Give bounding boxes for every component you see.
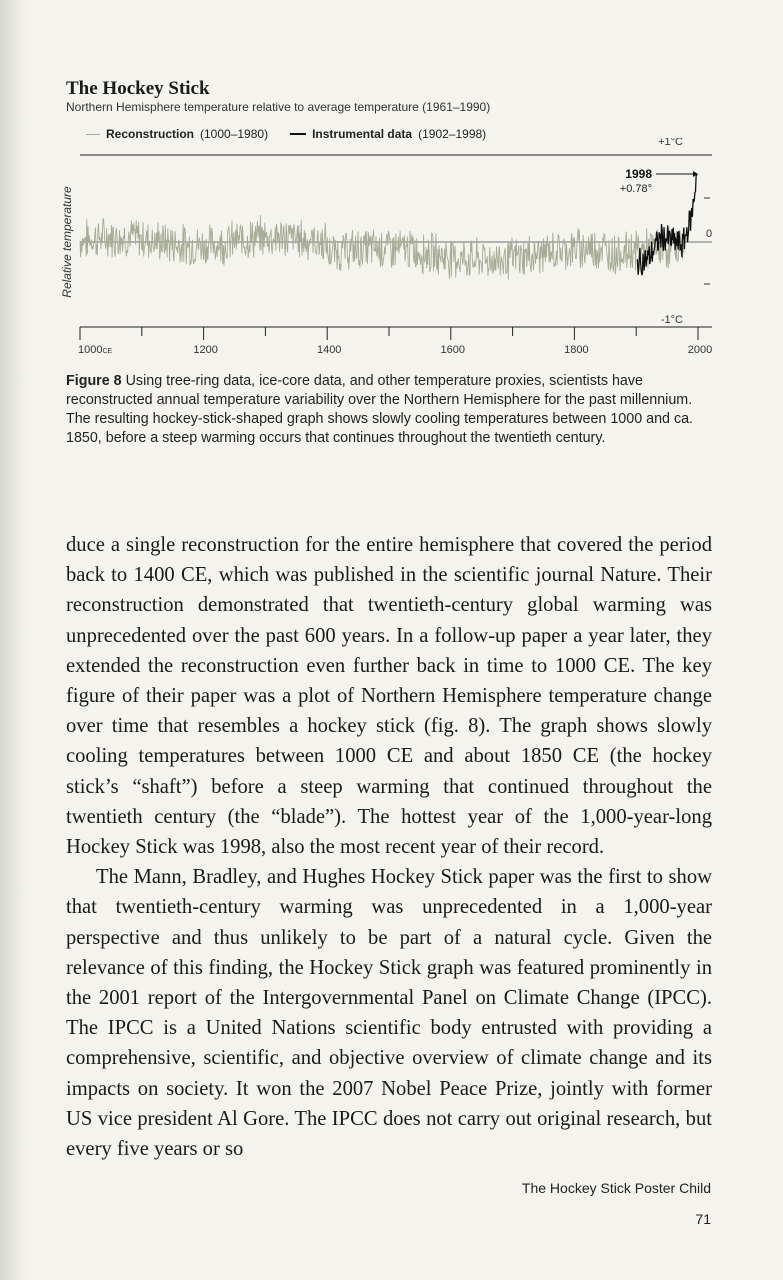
y-tick-label-bottom: -1°C xyxy=(660,314,683,326)
x-tick-suffix: CE xyxy=(102,348,113,355)
x-tick-label: 1800 xyxy=(564,344,589,356)
page-number: 71 xyxy=(695,1211,711,1227)
x-tick-label: 1400 xyxy=(316,344,342,356)
legend-swatch-instrumental xyxy=(290,133,306,135)
annotation-arrowhead xyxy=(693,171,698,177)
x-tick-label: 1600 xyxy=(440,344,466,356)
legend-range-reconstruction: (1000–1980) xyxy=(200,127,269,141)
annotation-year: 1998 xyxy=(625,167,652,181)
x-tick-label: 1200 xyxy=(193,344,218,356)
y-tick-label-zero: 0 xyxy=(705,228,713,240)
hockey-stick-chart xyxy=(0,138,783,363)
series-reconstruction-line xyxy=(80,215,686,280)
figure-title: The Hockey Stick xyxy=(66,78,210,99)
legend-label-instrumental: Instrumental data xyxy=(312,127,413,141)
legend-range-instrumental: (1902–1998) xyxy=(418,127,487,141)
caption-text: Using tree-ring data, ice-core data, and other temperature proxies, scientists have reconstructed annual temperature variability over the Northern Hemisphere for the past millennium. The resulting hockey-stick-shaped graph shows slowly cooling temperatures between 1000 and ca. 1850, before a steep warming occurs that continues throughout the twentieth century. xyxy=(66,373,694,446)
body-paragraph-2: The Mann, Bradley, and Hughes Hockey Stick paper was the first to show that twentieth-century warming was unprecedented in a 1,000-year perspective and thus unlikely to be part of a natural cycle. Given the relevance of this finding, the Hockey Stick graph was featured prominently in the 2001 report of the Intergovernmental Panel on Climate Change (IPCC). The IPCC is a United Nations scientific body entrusted with providing a comprehensive, scientific, and objective overview of climate change and its impacts on society. It won the 2007 Nobel Peace Prize, jointly with former US vice president Al Gore. The IPCC does not carry out original research, but every five years or so xyxy=(66,866,712,1161)
x-tick-label: 1000CE xyxy=(78,344,113,356)
y-tick-label-top: +1°C xyxy=(658,138,683,148)
x-tick-label: 2000 xyxy=(687,344,713,356)
series-layer xyxy=(80,174,697,280)
body-paragraph-1: duce a single reconstruction for the entire hemisphere that covered the period back to 1400 CE, which was published in the scientific journal Nature. Their reconstruction demonstrated that twentieth-century global warming was unprecedented over the past 600 years. In a follow-up paper a year later, they extended the reconstruction even further back in time to 1000 CE. The key figure of their paper was a plot of Northern Hemisphere temperature change over time that resembles a hockey stick (fig. 8). The graph shows slowly cooling temperatures between 1000 CE and about 1850 CE (the hockey stick’s “shaft”) before a steep warming that continued throughout the twentieth century (the “blade”). The hottest year of the 1,000-year-long Hockey Stick was 1998, also the most recent year of their record. xyxy=(66,534,712,859)
y-axis-ticks xyxy=(704,198,713,284)
figure-caption xyxy=(66,372,716,448)
figure-subtitle: Northern Hemisphere temperature relative to average temperature (1961–1990) xyxy=(66,100,491,114)
body-text xyxy=(66,530,712,1164)
legend-swatch-reconstruction xyxy=(86,134,100,135)
caption-label: Figure 8 xyxy=(66,373,122,389)
legend-label-reconstruction: Reconstruction xyxy=(106,127,195,141)
x-axis-ticks xyxy=(78,327,712,356)
annotation-value: +0.78° xyxy=(619,183,652,195)
running-footer-title: The Hockey Stick Poster Child xyxy=(521,1180,711,1196)
y-axis-label: Relative temperature xyxy=(60,186,74,298)
